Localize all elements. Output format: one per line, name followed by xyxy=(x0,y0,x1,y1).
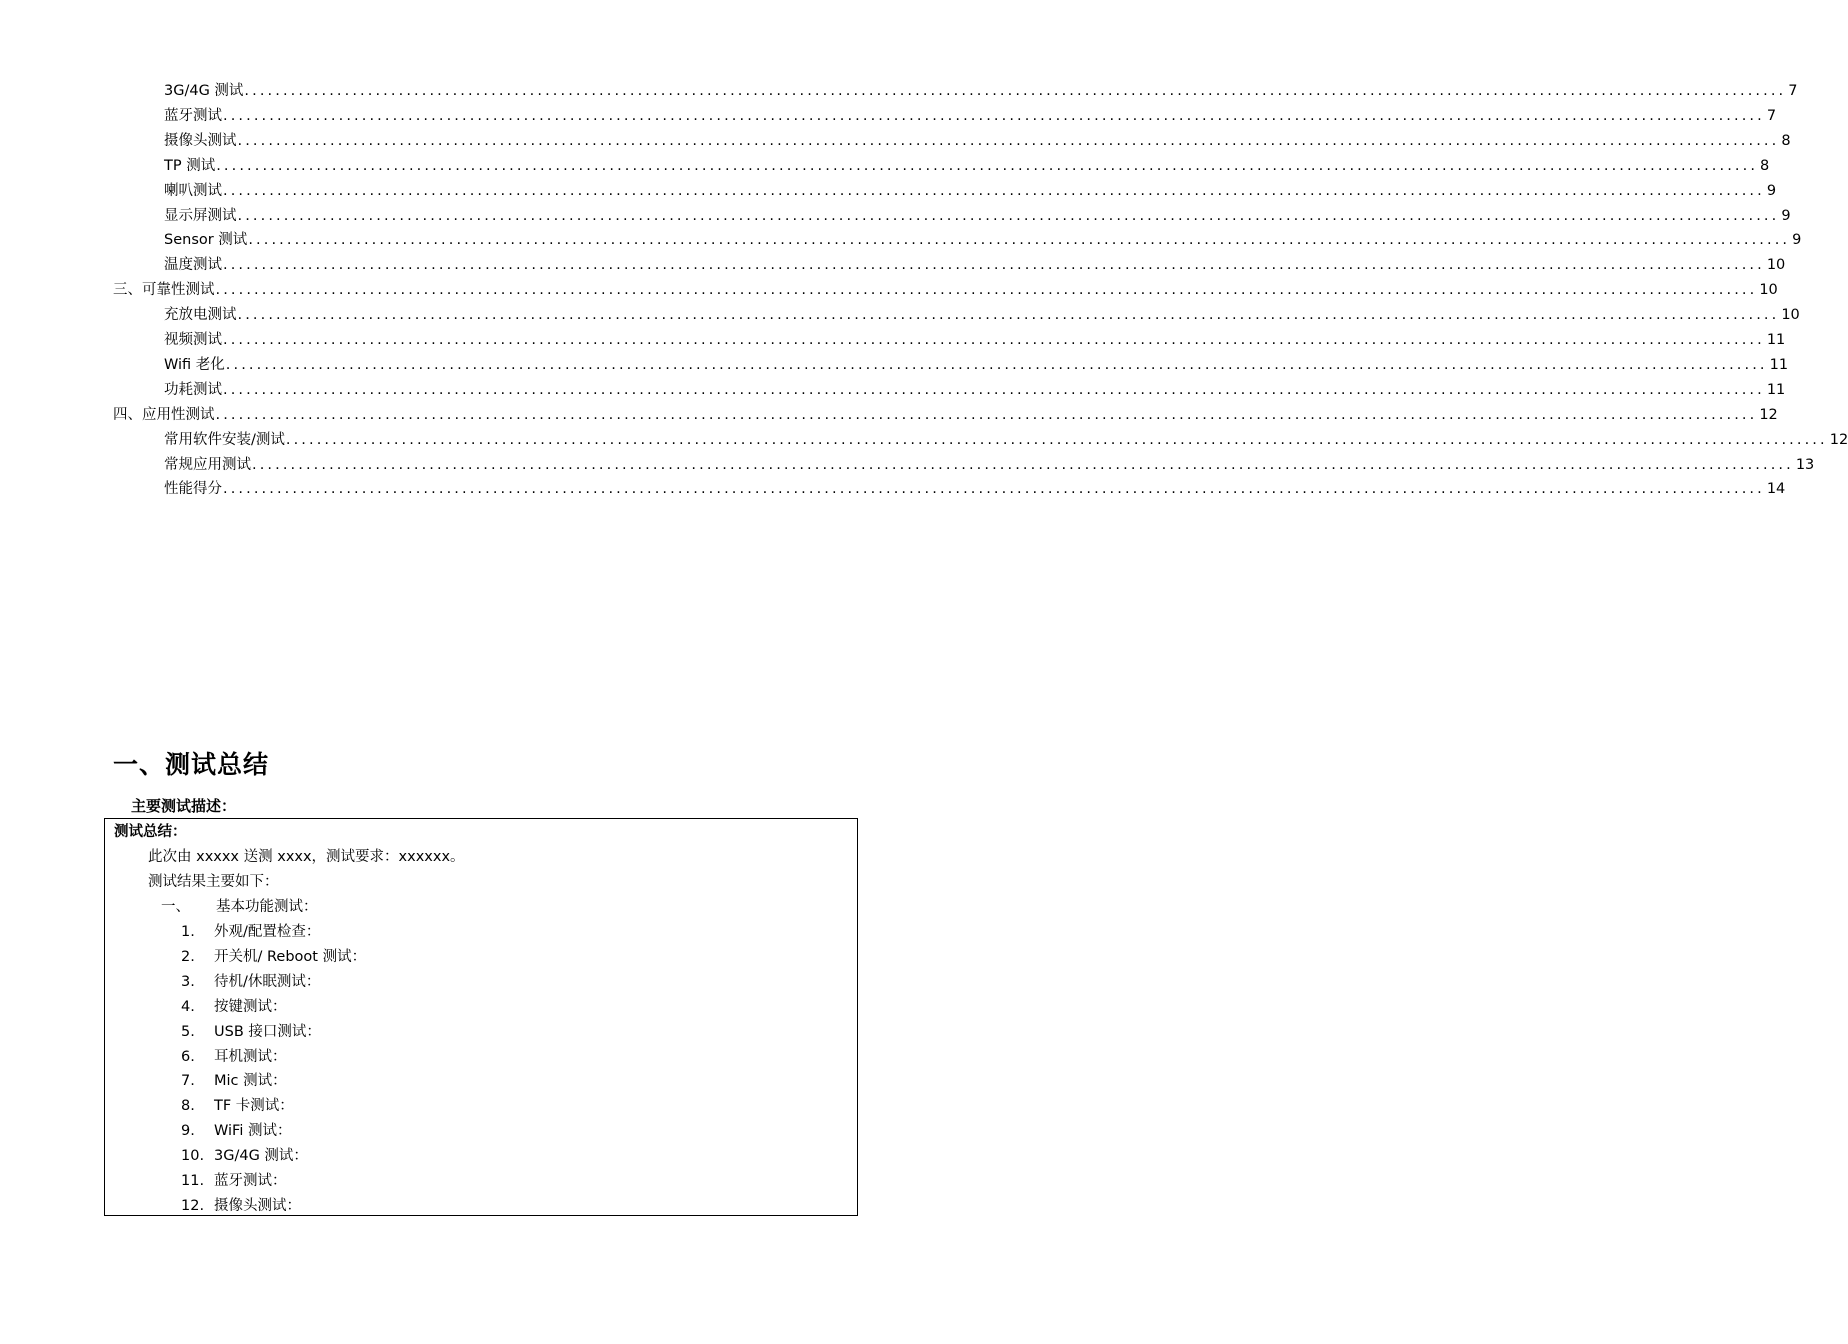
test-summary-box xyxy=(104,818,858,1216)
toc-entry-page: 9 xyxy=(1792,232,1802,248)
summary-item-number: 9. xyxy=(181,1123,195,1139)
toc-dot-leader: ........................................................................................................................................................................................................ xyxy=(237,133,1780,149)
toc-entry[interactable] xyxy=(164,154,1770,176)
summary-item-text: 待机/休眠测试： xyxy=(214,974,321,990)
toc-entry-label: 三、可靠性测试 xyxy=(113,282,215,298)
toc-entry-page: 12 xyxy=(1829,432,1848,448)
summary-item-text: 3G/4G 测试： xyxy=(214,1148,308,1164)
summary-item-number: 3. xyxy=(181,974,195,990)
toc-entry-label: 性能得分 xyxy=(164,481,222,497)
toc-entry-label: 功耗测试 xyxy=(164,382,222,398)
toc-entry-label: 四、应用性测试 xyxy=(113,407,215,423)
toc-dot-leader: ........................................................................................................................................................................................................ xyxy=(244,83,1787,99)
toc-entry-page: 9 xyxy=(1781,208,1791,224)
toc-dot-leader: ........................................................................................................................................................................................................ xyxy=(215,282,1758,298)
toc-dot-leader: ........................................................................................................................................................................................................ xyxy=(215,407,1758,423)
toc-entry-label: 显示屏测试 xyxy=(164,208,237,224)
summary-item-number: 7. xyxy=(181,1073,195,1089)
summary-item xyxy=(181,997,287,1017)
summary-item xyxy=(181,1071,287,1091)
toc-entry[interactable] xyxy=(164,428,1848,450)
toc-entry[interactable] xyxy=(164,477,1786,499)
toc-entry[interactable] xyxy=(164,79,1798,101)
summary-item xyxy=(181,1022,321,1042)
summary-item-number: 10. xyxy=(181,1148,205,1164)
toc-dot-leader: ........................................................................................................................................................................................................ xyxy=(223,382,1765,398)
summary-group-heading xyxy=(161,897,318,917)
summary-item-text: WiFi 测试： xyxy=(214,1123,292,1139)
toc-entry-label: 蓝牙测试 xyxy=(164,108,222,124)
summary-item xyxy=(181,1121,291,1141)
summary-item-text: USB 接口测试： xyxy=(214,1024,321,1040)
toc-entry-page: 10 xyxy=(1781,307,1800,323)
summary-item xyxy=(181,972,320,992)
toc-dot-leader: ........................................................................................................................................................................................................ xyxy=(285,432,1828,448)
toc-entry-page: 11 xyxy=(1766,332,1786,348)
toc-dot-leader: ........................................................................................................................................................................................................ xyxy=(223,481,1765,497)
toc-entry-label: 常规应用测试 xyxy=(164,457,251,473)
summary-item-text: TF 卡测试： xyxy=(214,1098,294,1114)
summary-item xyxy=(181,922,320,942)
summary-item-text: Mic 测试： xyxy=(214,1073,287,1089)
toc-entry-label: Wifi 老化 xyxy=(164,357,225,373)
toc-entry-page: 8 xyxy=(1760,158,1770,174)
summary-item-number: 4. xyxy=(181,999,195,1015)
toc-dot-leader: ........................................................................................................................................................................................................ xyxy=(237,208,1780,224)
summary-item xyxy=(181,1196,301,1216)
summary-item-text: 外观/配置检查： xyxy=(214,924,321,940)
toc-entry-page: 13 xyxy=(1795,457,1815,473)
toc-entry[interactable] xyxy=(164,204,1791,226)
toc-entry-page: 12 xyxy=(1759,407,1778,423)
toc-entry[interactable] xyxy=(164,303,1800,325)
summary-item xyxy=(181,1171,287,1191)
toc-dot-leader: ........................................................................................................................................................................................................ xyxy=(216,158,1759,174)
summary-item-number: 12. xyxy=(181,1198,205,1214)
toc-entry-page: 7 xyxy=(1788,83,1798,99)
summary-item xyxy=(181,947,366,967)
toc-entry-label: 摄像头测试 xyxy=(164,133,237,149)
summary-item-number: 11. xyxy=(181,1173,205,1189)
toc-entry-label: TP 测试 xyxy=(164,158,216,174)
toc-dot-leader: ........................................................................................................................................................................................................ xyxy=(225,357,1768,373)
toc-entry-page: 7 xyxy=(1766,108,1777,124)
summary-item-text: 摄像头测试： xyxy=(214,1198,301,1214)
summary-item-number: 1. xyxy=(181,924,195,940)
toc-entry[interactable] xyxy=(113,278,1778,300)
toc-entry-page: 8 xyxy=(1781,133,1791,149)
summary-group-number: 一、 xyxy=(161,899,190,915)
toc-dot-leader: ........................................................................................................................................................................................................ xyxy=(248,232,1791,248)
toc-entry[interactable] xyxy=(164,228,1802,250)
summary-group-title: 基本功能测试： xyxy=(216,899,318,915)
toc-dot-leader: ........................................................................................................................................................................................................ xyxy=(223,183,1765,199)
toc-entry-label: 常用软件安装/测试 xyxy=(164,432,285,448)
toc-dot-leader: ........................................................................................................................................................................................................ xyxy=(252,457,1794,473)
toc-entry[interactable] xyxy=(164,129,1791,151)
section-heading: 一、测试总结 xyxy=(113,750,270,779)
toc-entry-page: 11 xyxy=(1766,382,1786,398)
toc-entry-label: Sensor 测试 xyxy=(164,232,248,248)
toc-entry-page: 10 xyxy=(1759,282,1778,298)
toc-entry-page: 10 xyxy=(1766,257,1786,273)
toc-entry-label: 温度测试 xyxy=(164,257,222,273)
toc-entry-page: 14 xyxy=(1766,481,1786,497)
summary-intro: 此次由 xxxxx 送测 xxxx，测试要求：xxxxxx。 xyxy=(148,849,465,865)
summary-item-text: 开关机/ Reboot 测试： xyxy=(214,949,367,965)
summary-item-number: 2. xyxy=(181,949,195,965)
toc-entry[interactable] xyxy=(164,253,1786,275)
toc-entry[interactable] xyxy=(164,104,1777,126)
summary-item-text: 蓝牙测试： xyxy=(214,1173,287,1189)
summary-results-intro: 测试结果主要如下： xyxy=(148,874,279,890)
summary-item-number: 6. xyxy=(181,1049,195,1065)
summary-item-number: 8. xyxy=(181,1098,195,1114)
toc-entry[interactable] xyxy=(164,453,1815,475)
toc-entry[interactable] xyxy=(113,403,1778,425)
toc-entry[interactable] xyxy=(164,353,1789,375)
toc-entry[interactable] xyxy=(164,179,1777,201)
summary-item-text: 耳机测试： xyxy=(214,1049,287,1065)
summary-item-number: 5. xyxy=(181,1024,195,1040)
toc-dot-leader: ........................................................................................................................................................................................................ xyxy=(223,257,1765,273)
summary-item xyxy=(181,1047,287,1067)
summary-item-text: 按键测试： xyxy=(214,999,287,1015)
toc-dot-leader: ........................................................................................................................................................................................................ xyxy=(223,332,1765,348)
toc-entry-label: 3G/4G 测试 xyxy=(164,83,244,99)
toc-entry[interactable] xyxy=(164,378,1786,400)
toc-entry-label: 喇叭测试 xyxy=(164,183,222,199)
summary-title: 测试总结： xyxy=(114,824,187,840)
toc-entry[interactable] xyxy=(164,328,1786,350)
toc-dot-leader: ........................................................................................................................................................................................................ xyxy=(223,108,1765,124)
toc-entry-page: 11 xyxy=(1769,357,1789,373)
toc-entry-page: 9 xyxy=(1766,183,1777,199)
toc-dot-leader: ........................................................................................................................................................................................................ xyxy=(237,307,1780,323)
toc-entry-label: 视频测试 xyxy=(164,332,222,348)
summary-item xyxy=(181,1146,308,1166)
summary-item xyxy=(181,1096,294,1116)
toc-entry-label: 充放电测试 xyxy=(164,307,237,323)
section-subheading: 主要测试描述： xyxy=(131,797,237,815)
